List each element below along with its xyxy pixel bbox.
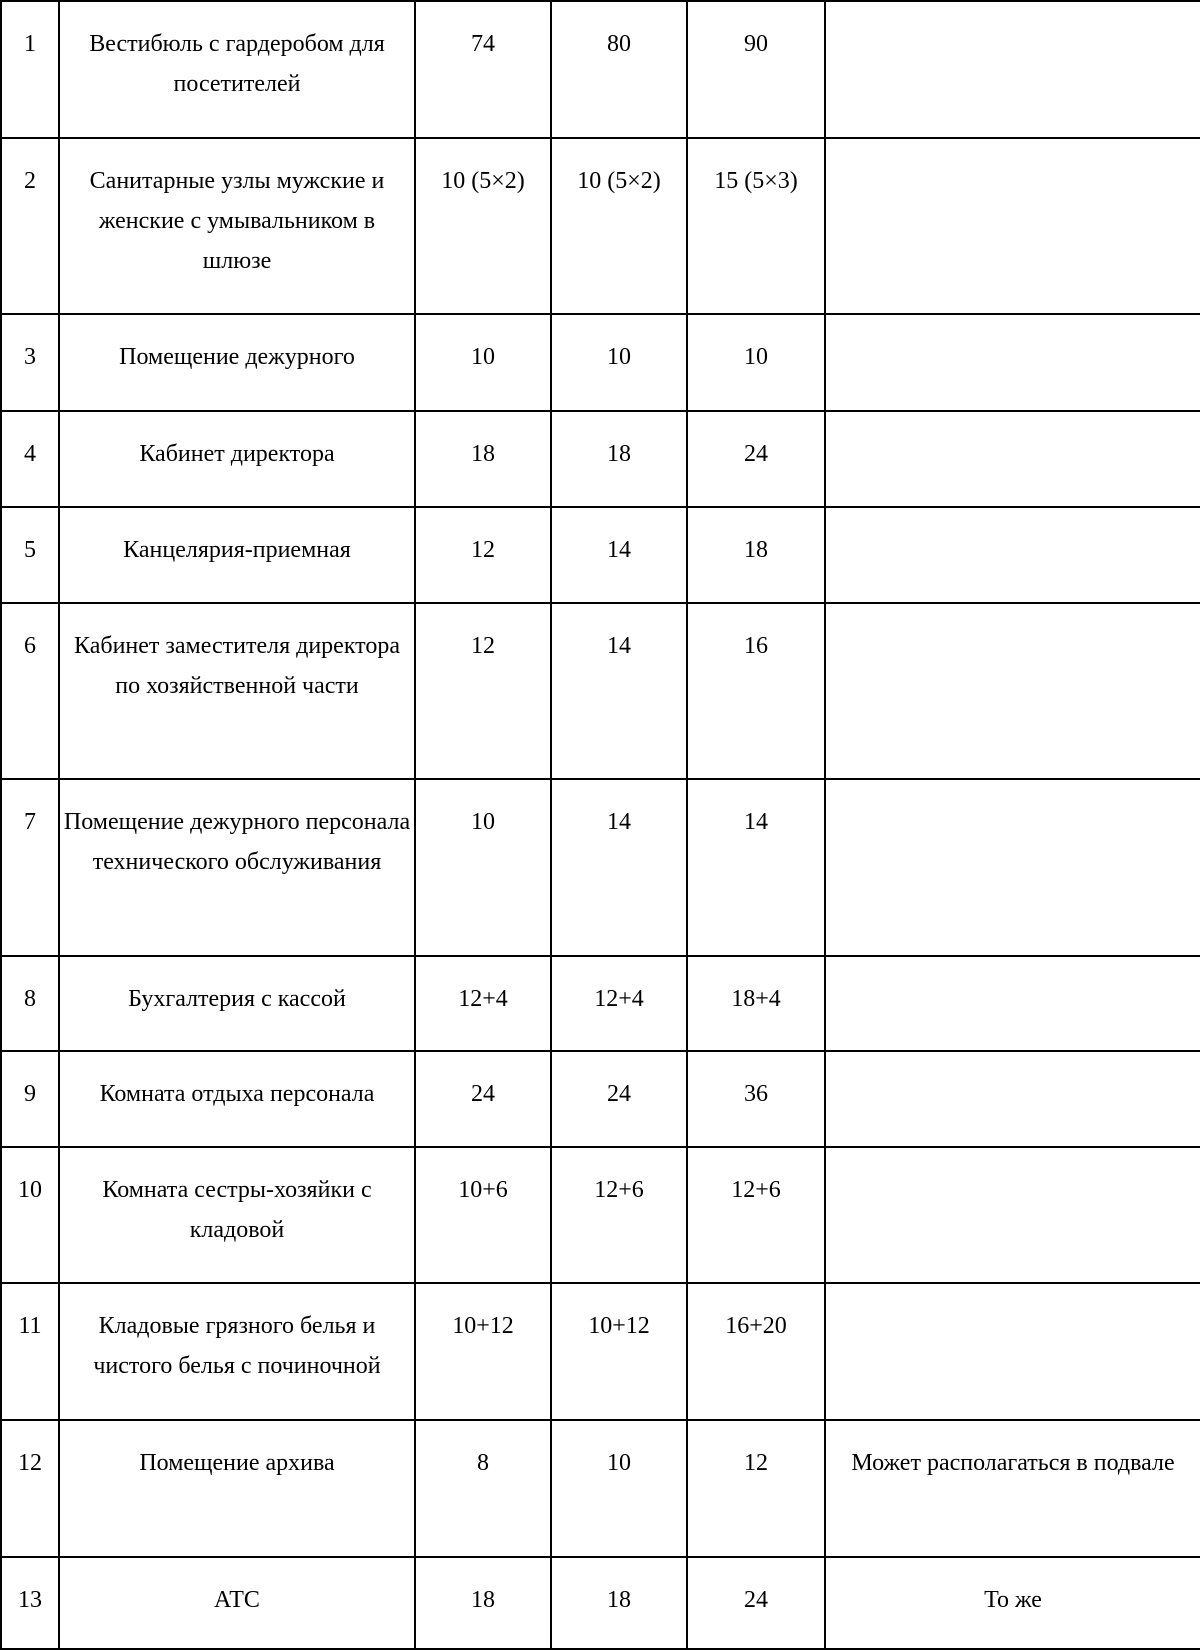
area-value-1: 10+12: [415, 1283, 551, 1420]
room-name: Санитарные узлы мужские и женские с умывальником в шлюзе: [59, 138, 415, 314]
table-row: [1, 1283, 1200, 1420]
area-value-3: 10: [687, 314, 825, 411]
area-value-1: 12+4: [415, 956, 551, 1051]
room-name: АТС: [59, 1557, 415, 1649]
row-note: [825, 603, 1200, 779]
table-row: [1, 1557, 1200, 1649]
area-value-1: 10 (5×2): [415, 138, 551, 314]
row-number: 2: [1, 138, 59, 314]
room-name: Помещение дежурного персонала технического обслуживания: [59, 779, 415, 956]
area-value-3: 16+20: [687, 1283, 825, 1420]
room-name: Помещение дежурного: [59, 314, 415, 411]
table-row: [1, 1147, 1200, 1283]
area-value-1: 12: [415, 507, 551, 603]
row-note: [825, 1147, 1200, 1283]
area-value-1: 10+6: [415, 1147, 551, 1283]
area-value-2: 10: [551, 1420, 687, 1557]
area-value-2: 10+12: [551, 1283, 687, 1420]
area-value-2: 10 (5×2): [551, 138, 687, 314]
table-row: [1, 507, 1200, 603]
row-number: 12: [1, 1420, 59, 1557]
table-row: [1, 1420, 1200, 1557]
row-number: 3: [1, 314, 59, 411]
room-name: Кладовые грязного белья и чистого белья с починочной: [59, 1283, 415, 1420]
area-value-1: 12: [415, 603, 551, 779]
row-note: [825, 1283, 1200, 1420]
area-value-1: 74: [415, 1, 551, 138]
area-value-3: 16: [687, 603, 825, 779]
area-value-2: 80: [551, 1, 687, 138]
area-value-1: 18: [415, 411, 551, 507]
room-name: Кабинет директора: [59, 411, 415, 507]
area-value-1: 18: [415, 1557, 551, 1649]
table-row: [1, 779, 1200, 956]
area-value-2: 18: [551, 411, 687, 507]
area-value-1: 10: [415, 314, 551, 411]
row-number: 5: [1, 507, 59, 603]
row-number: 9: [1, 1051, 59, 1147]
row-note: [825, 1051, 1200, 1147]
area-value-3: 90: [687, 1, 825, 138]
area-value-3: 24: [687, 411, 825, 507]
row-number: 7: [1, 779, 59, 956]
row-note: Может располагаться в подвале: [825, 1420, 1200, 1557]
area-value-1: 24: [415, 1051, 551, 1147]
area-value-2: 12+4: [551, 956, 687, 1051]
area-value-2: 14: [551, 603, 687, 779]
area-value-3: 12: [687, 1420, 825, 1557]
area-value-2: 12+6: [551, 1147, 687, 1283]
row-number: 13: [1, 1557, 59, 1649]
area-value-1: 10: [415, 779, 551, 956]
area-value-3: 18+4: [687, 956, 825, 1051]
row-note: [825, 956, 1200, 1051]
row-note: [825, 779, 1200, 956]
room-name: Бухгалтерия с кассой: [59, 956, 415, 1051]
table-row: [1, 411, 1200, 507]
table-row: [1, 603, 1200, 779]
area-value-1: 8: [415, 1420, 551, 1557]
row-number: 4: [1, 411, 59, 507]
row-note: [825, 1, 1200, 138]
row-note: То же: [825, 1557, 1200, 1649]
row-number: 1: [1, 1, 59, 138]
room-name: Комната сестры-хозяйки с кладовой: [59, 1147, 415, 1283]
row-note: [825, 314, 1200, 411]
area-value-2: 18: [551, 1557, 687, 1649]
area-value-3: 12+6: [687, 1147, 825, 1283]
room-name: Комната отдыха персонала: [59, 1051, 415, 1147]
area-value-3: 15 (5×3): [687, 138, 825, 314]
table-row: [1, 956, 1200, 1051]
row-note: [825, 507, 1200, 603]
row-note: [825, 138, 1200, 314]
room-name: Канцелярия-приемная: [59, 507, 415, 603]
area-value-2: 14: [551, 779, 687, 956]
area-value-2: 10: [551, 314, 687, 411]
area-value-3: 36: [687, 1051, 825, 1147]
table-row: [1, 314, 1200, 411]
table-row: [1, 138, 1200, 314]
area-value-2: 24: [551, 1051, 687, 1147]
room-name: Помещение архива: [59, 1420, 415, 1557]
row-note: [825, 411, 1200, 507]
area-value-3: 18: [687, 507, 825, 603]
area-value-3: 14: [687, 779, 825, 956]
row-number: 11: [1, 1283, 59, 1420]
row-number: 6: [1, 603, 59, 779]
table-row: [1, 1, 1200, 138]
area-value-3: 24: [687, 1557, 825, 1649]
room-name: Кабинет заместителя директора по хозяйственной части: [59, 603, 415, 779]
room-name: Вестибюль с гардеробом для посетителей: [59, 1, 415, 138]
table-row: [1, 1051, 1200, 1147]
area-value-2: 14: [551, 507, 687, 603]
row-number: 8: [1, 956, 59, 1051]
row-number: 10: [1, 1147, 59, 1283]
